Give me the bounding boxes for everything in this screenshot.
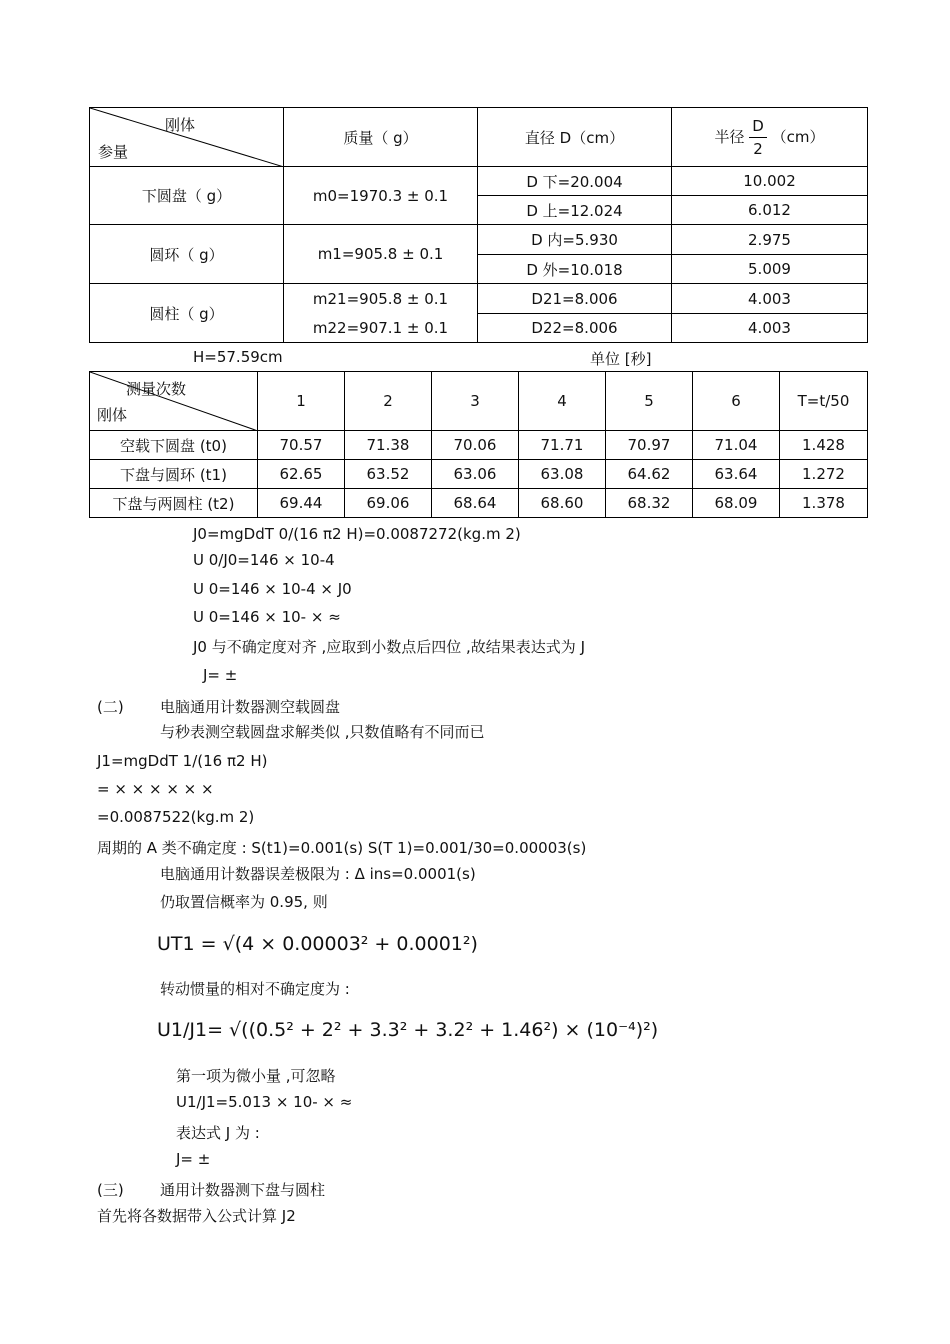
cell: 68.64 [432,489,519,518]
cell: 63.64 [693,460,780,489]
row-name: 圆环（ g） [90,225,284,284]
j-result-2: J= ± [176,1150,211,1168]
cell: 63.06 [432,460,519,489]
radius-num: D [749,115,767,138]
relative-uncertainty-label: 转动惯量的相对不确定度为 : [160,980,350,998]
section-2-desc: 与秒表测空载圆盘求解类似 ,只数值略有不同而已 [160,723,485,741]
diameter-value: D 外=10.018 [478,255,672,284]
negligible-note: 第一项为微小量 ,可忽略 [176,1067,336,1085]
radius-value: 2.975 [672,225,868,255]
ut1-formula: UT1 = √(4 × 0.00003² + 0.0001²) [157,933,478,955]
header-trial: 6 [693,372,780,431]
header-period: T=t/50 [780,372,868,431]
diameter-value: D 下=20.004 [478,167,672,196]
header-trial: 2 [345,372,432,431]
unit-label: 单位 [秒] [590,350,652,368]
u0-line-b: U 0=146 × 10- × ≈ [193,608,341,626]
cell: 68.32 [606,489,693,518]
header-trial: 4 [519,372,606,431]
radius-unit: （cm） [771,127,825,146]
radius-prefix: 半径 [714,127,745,146]
row-name: 下盘与圆环 (t1) [90,460,258,489]
section-3-label: (三) [97,1181,124,1199]
radius-value: 4.003 [672,314,868,343]
cell: 70.97 [606,431,693,460]
radius-value: 6.012 [672,196,868,225]
radius-value: 5.009 [672,255,868,284]
cell: 63.52 [345,460,432,489]
rigid-body-parameter-table [89,107,868,343]
diameter-value: D21=8.006 [478,284,672,314]
cell: 69.44 [258,489,345,518]
ins-limit: 电脑通用计数器误差极限为 : Δ ins=0.0001(s) [160,865,476,883]
cell: 63.08 [519,460,606,489]
header-trial: 1 [258,372,345,431]
j1-formula: J1=mgDdT 1/(16 π2 H) [97,752,268,770]
j0-note: J0 与不确定度对齐 ,应取到小数点后四位 ,故结果表达式为 J [193,638,586,656]
confidence-line: 仍取置信概率为 0.95, 则 [160,893,328,911]
diag-bottom-label: 刚体 [97,406,128,424]
cell: 71.04 [693,431,780,460]
header-radius [672,108,868,167]
j-result: J= ± [203,666,238,684]
j1-result: =0.0087522(kg.m 2) [97,808,255,826]
j1-eq-placeholder: = × × × × × × [97,780,214,798]
header-trial: 5 [606,372,693,431]
cell: 64.62 [606,460,693,489]
h-value: H=57.59cm [193,348,283,366]
radius-den: 2 [753,139,763,158]
cell: 68.09 [693,489,780,518]
diag-top-label: 测量次数 [126,380,187,398]
mass-value: m0=1970.3 ± 0.1 [284,167,478,225]
diag-top-label: 刚体 [165,116,196,134]
row-name: 圆柱（ g） [90,284,284,343]
diagonal-header-cell [90,108,284,167]
j0-formula: J0=mgDdT 0/(16 π2 H)=0.0087272(kg.m 2) [193,525,521,543]
row-name: 空载下圆盘 (t0) [90,431,258,460]
cell: 71.38 [345,431,432,460]
expression-label: 表达式 J 为 : [176,1124,260,1142]
row-name: 下盘与两圆柱 (t2) [90,489,258,518]
section-3-title: 通用计数器测下盘与圆柱 [160,1181,326,1199]
diameter-value: D22=8.006 [478,314,672,343]
diameter-value: D 上=12.024 [478,196,672,225]
diameter-value: D 内=5.930 [478,225,672,255]
section-2-title: 电脑通用计数器测空载圆盘 [160,698,341,716]
cell: 1.378 [780,489,868,518]
diag-bottom-label: 参量 [98,143,129,161]
u0-ratio: U 0/J0=146 × 10-4 [193,551,335,569]
section-3-desc: 首先将各数据带入公式计算 J2 [97,1207,296,1225]
header-trial: 3 [432,372,519,431]
cell: 70.57 [258,431,345,460]
period-a-uncertainty: 周期的 A 类不确定度 : S(t1)=0.001(s) S(T 1)=0.001/30=0.00003(s) [97,839,587,857]
cell: 68.60 [519,489,606,518]
mass-value: m1=905.8 ± 0.1 [284,225,478,284]
header-mass: 质量（ g） [284,108,478,167]
cell: 1.428 [780,431,868,460]
radius-value: 4.003 [672,284,868,314]
header-diameter: 直径 D（cm） [478,108,672,167]
diagonal-header-cell [90,372,258,431]
section-2-label: (二) [97,698,124,716]
cell: 71.71 [519,431,606,460]
radius-fraction [749,115,767,160]
cell: 70.06 [432,431,519,460]
cell: 1.272 [780,460,868,489]
cell: 62.65 [258,460,345,489]
cell: 69.06 [345,489,432,518]
u0-line-a: U 0=146 × 10-4 × J0 [193,580,352,598]
measurement-table [89,371,868,518]
mass-value: m21=905.8 ± 0.1 [284,284,478,314]
u1-j1-value: U1/J1=5.013 × 10- × ≈ [176,1093,353,1111]
row-name: 下圆盘（ g） [90,167,284,225]
u1-j1-formula: U1/J1= √((0.5² + 2² + 3.3² + 3.2² + 1.46²) × (10⁻⁴)²) [157,1019,659,1041]
mass-value: m22=907.1 ± 0.1 [284,314,478,343]
radius-value: 10.002 [672,167,868,196]
